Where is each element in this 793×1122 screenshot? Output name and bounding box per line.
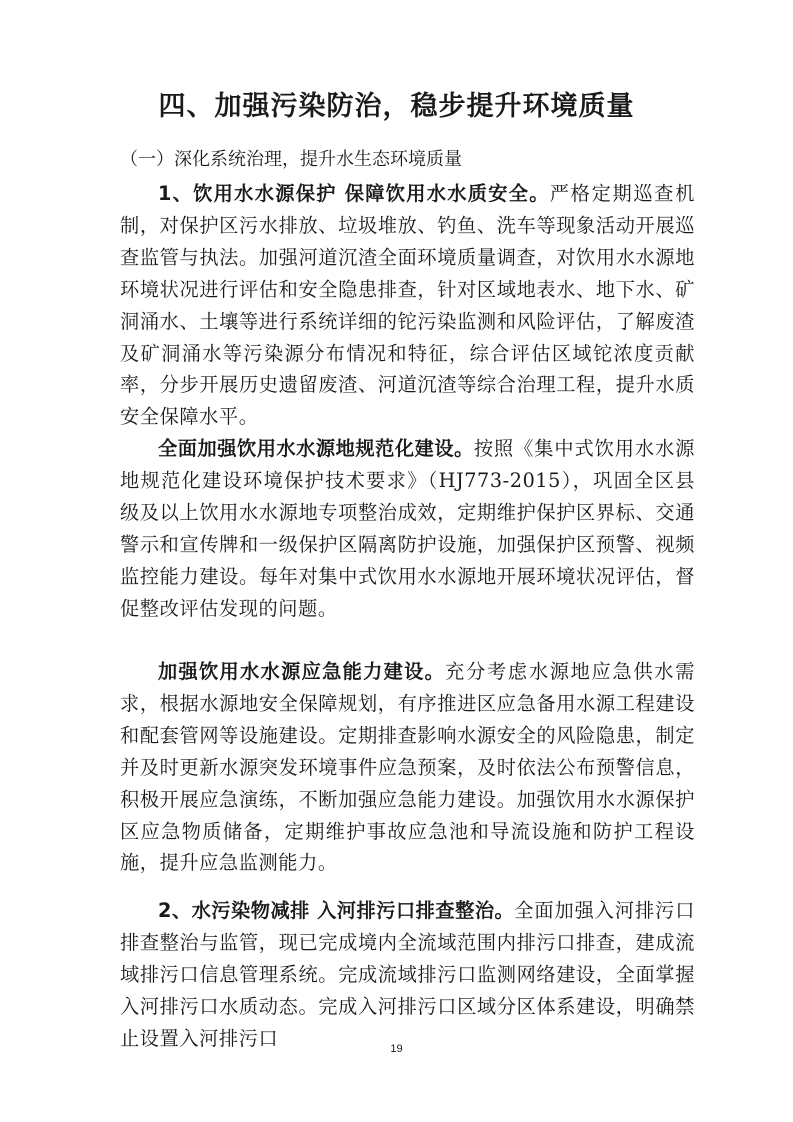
section-subheading: （一）深化系统治理，提升水生态环境质量 (120, 149, 462, 170)
paragraph-lead: 全面加强饮用水水源地规范化建设。 (158, 437, 474, 460)
paragraph-text: 按照《集中式饮用水水源地规范化建设环境保护技术要求》（HJ773-2015），巩固全区县级及以上饮用水水源地专项整治成效，定期维护保护区界标、交通警示和宣传牌和一级保护区隔离防护设施，加强保护区预警、视频监控能力建设。每年对集中式饮用水水源地开展环境状况评估，督促整改评估发现的问题。 (120, 437, 695, 620)
paragraph-lead: 加强饮用水水源应急能力建设。 (158, 660, 446, 683)
paragraph-standardized-construction (120, 433, 695, 624)
page-title: 四、加强污染防治，稳步提升环境质量 (158, 91, 635, 122)
paragraph-water-source-protection (120, 178, 695, 433)
paragraph-emergency-capacity (120, 656, 695, 879)
paragraph-text: 充分考虑水源地应急供水需求，根据水源地安全保障规划，有序推进区应急备用水源工程建设和配套管网等设施建设。定期排查影响水源安全的风险隐患，制定并及时更新水源突发环境事件应急预案，及时依法公布预警信息，积极开展应急演练，不断加强应急能力建设。加强饮用水水源保护区应急物质储备，定期维护事故应急池和导流设施和防护工程设施，提升应急监测能力。 (120, 660, 695, 875)
page-number: 19 (390, 1043, 403, 1055)
paragraph-lead: 2、水污染物减排 入河排污口排查整治。 (158, 899, 515, 922)
paragraph-text: 严格定期巡查机制，对保护区污水排放、垃圾堆放、钓鱼、洗车等现象活动开展巡查监管与执法。加强河道沉渣全面环境质量调查，对饮用水水源地环境状况进行评估和安全隐患排查，针对区域地表水、地下水、矿洞涌水、土壤等进行系统详细的铊污染监测和风险评估，了解废渣及矿洞涌水等污染源分布情况和特征，综合评估区域铊浓度贡献率，分步开展历史遗留废渣、河道沉渣等综合治理工程，提升水质安全保障水平。 (120, 182, 696, 429)
paragraph-text: 全面加强入河排污口排查整治与监管，现已完成境内全流域范围内排污口排查，建成流域排污口信息管理系统。完成流域排污口监测网络建设，全面掌握入河排污口水质动态。完成入河排污口区域分区体系建设，明确禁止设置入河排污口 (120, 899, 695, 1050)
paragraph-lead: 1、饮用水水源保护 保障饮用水水质安全。 (158, 182, 550, 205)
